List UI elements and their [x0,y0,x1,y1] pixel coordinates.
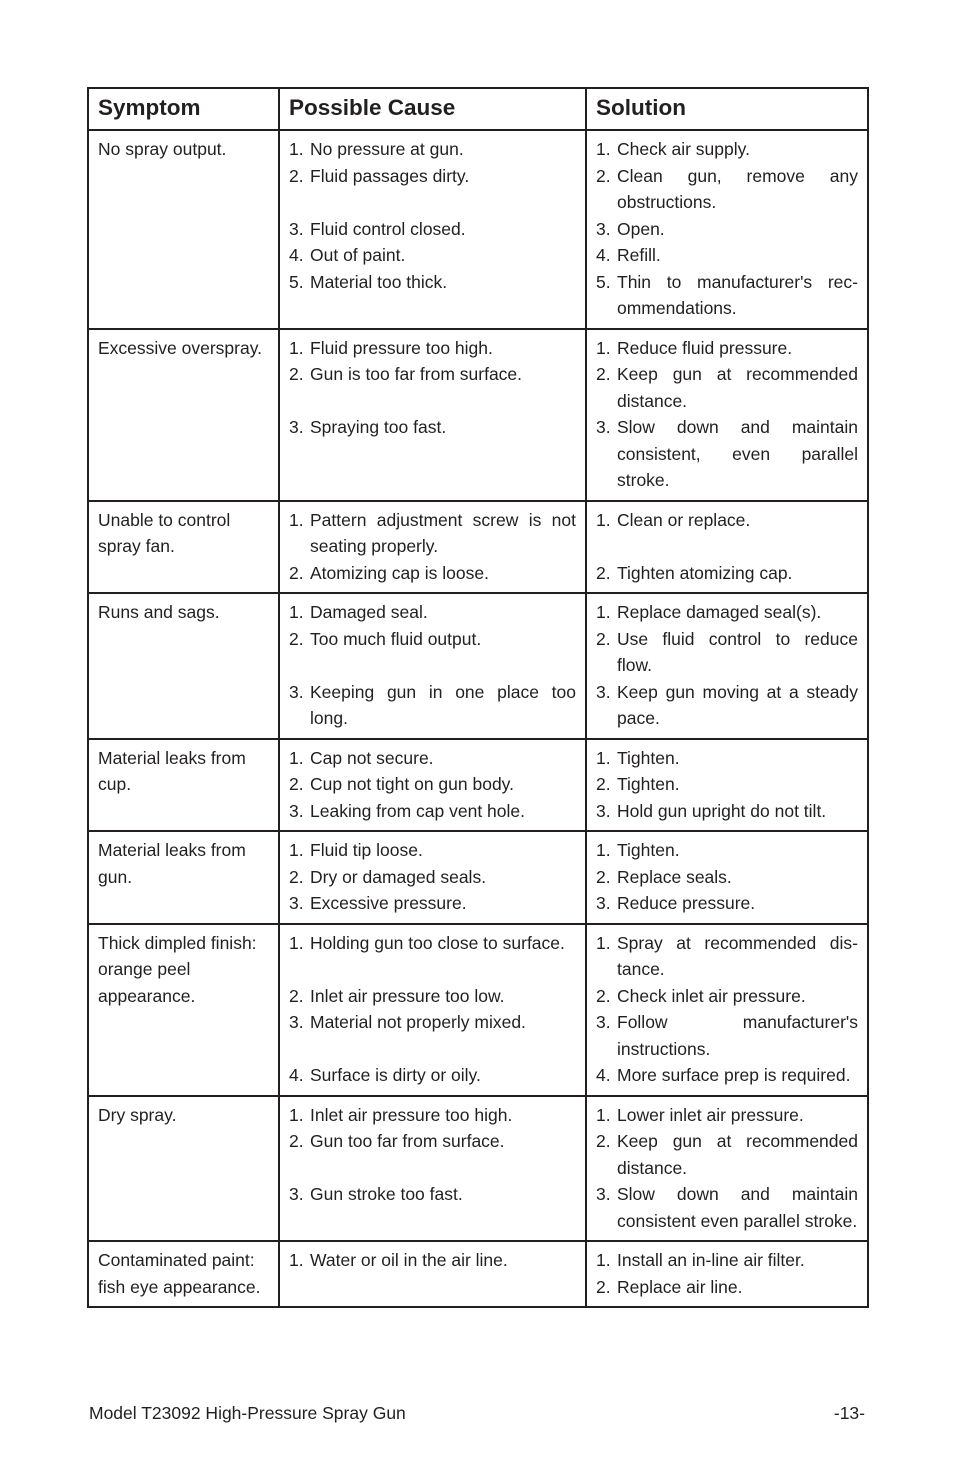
cause-item [289,1247,576,1274]
solution-item-number: 3. [596,417,611,437]
cause-cell [279,1096,586,1242]
solution-item [596,679,858,732]
solution-item [596,626,858,679]
symptom-text: Material leaks from gun. [98,840,246,887]
cause-item-number: 2. [289,985,304,1006]
solution-item-number: 3. [596,1184,611,1204]
cause-cell [279,593,586,739]
cause-item [289,414,576,441]
cause-item [289,626,576,679]
cause-item [289,599,576,626]
table-row [88,501,868,594]
cause-item-number: 1. [289,932,304,953]
solution-cell [586,1241,868,1307]
solution-item-number: 2. [596,866,611,887]
cause-item-number: 2. [289,165,304,186]
cause-item [289,1009,576,1062]
solution-item [596,1128,858,1181]
solution-item-number: 2. [596,165,611,186]
solution-item [596,1009,858,1062]
solution-item [596,1247,858,1274]
solution-item-text: Spray at recommended distance. [617,932,858,979]
cause-item-text: Excessive pressure. [310,893,467,913]
cause-item-text: Gun too far from surface. [310,1131,505,1151]
cause-item [289,983,576,1010]
symptom-text: Dry spray. [98,1104,177,1125]
cause-item-text: Fluid control closed. [310,218,466,239]
cause-item-number: 2. [289,774,304,794]
symptom-cell [88,501,279,594]
cause-item-number: 2. [289,866,304,887]
solution-cell [586,501,868,594]
solution-item-number: 2. [596,562,611,583]
solution-item-number: 1. [596,840,611,860]
table-row [88,1096,868,1242]
cause-item [289,242,576,269]
solution-item [596,163,858,216]
solution-item [596,1274,858,1301]
cause-item [289,1128,576,1181]
cause-item [289,216,576,243]
cause-item-number: 3. [289,1012,304,1032]
cause-item-number: 2. [289,562,304,583]
cause-item-number: 3. [289,893,304,913]
solution-item-number: 4. [596,245,611,265]
cause-item [289,745,576,772]
solution-item-number: 3. [596,1012,611,1032]
cause-item-text: Pattern adjustment screw is not seating properly. [310,509,576,556]
solution-item [596,864,858,891]
cause-item-text: Out of paint. [310,245,406,265]
solution-item-number: 1. [596,337,611,358]
symptom-cell [88,739,279,832]
table-row [88,739,868,832]
cause-item [289,837,576,864]
cause-item-text: Dry or damaged seals. [310,866,487,887]
solution-item [596,771,858,798]
cause-item [289,163,576,216]
solution-item-text: Install an in-line air filter. [617,1250,805,1270]
solution-item [596,507,858,560]
solution-item-text: Replace seals. [617,866,732,887]
cause-item-text: Cup not tight on gun body. [310,774,514,794]
solution-item [596,414,858,494]
cause-item [289,361,576,414]
cause-item-text: Material too thick. [310,271,448,292]
cause-item [289,560,576,587]
solution-item [596,745,858,772]
solution-item-text: Refill. [617,245,661,265]
solution-item-number: 1. [596,1250,611,1270]
footer-page-number: -13- [833,1403,865,1423]
solution-item-number: 1. [596,932,611,953]
header-solution: Solution [586,88,868,130]
solution-item-text: Keep gun at recommended distance. [617,364,858,411]
cause-item-text: Inlet air pressure too high. [310,1104,513,1125]
cause-cell [279,739,586,832]
table-row [88,130,868,329]
cause-item-number: 1. [289,139,304,159]
solution-cell [586,329,868,501]
cause-item-text: Spraying too fast. [310,417,447,437]
cause-cell [279,831,586,924]
cause-item-number: 1. [289,747,304,768]
cause-cell [279,130,586,329]
table-row [88,831,868,924]
footer-model-title: Model T23092 High-Pressure Spray Gun [89,1403,406,1423]
cause-item [289,507,576,560]
cause-item-number: 1. [289,337,304,358]
solution-item-number: 1. [596,747,611,768]
solution-item-text: Reduce fluid pressure. [617,337,793,358]
solution-cell [586,593,868,739]
cause-item-number: 4. [289,1065,304,1085]
cause-item-text: Leaking from cap vent hole. [310,800,525,821]
cause-item-text: Damaged seal. [310,602,428,622]
cause-item-text: Water or oil in the air line. [310,1250,508,1270]
solution-item-text: Tighten. [617,774,680,794]
symptom-text: Runs and sags. [98,602,220,622]
cause-item-text: Too much fluid output. [310,628,482,649]
solution-cell [586,130,868,329]
solution-item [596,599,858,626]
solution-item-text: Clean gun, remove any obstructions. [617,165,858,212]
solution-item [596,136,858,163]
solution-item-text: Clean or replace. [617,509,751,530]
solution-cell [586,1096,868,1242]
cause-item-text: Fluid passages dirty. [310,165,470,186]
solution-item-text: Follow manufacturer's instructions. [617,1012,858,1059]
cause-item-text: Material not properly mixed. [310,1012,526,1032]
solution-item-number: 2. [596,985,611,1006]
cause-item [289,136,576,163]
symptom-text: Thick dimpled finish: orange peel appearance. [98,932,257,1006]
solution-item [596,930,858,983]
symptom-text: Contaminated paint: fish eye appearance. [98,1250,261,1297]
cause-item-text: Atomizing cap is loose. [310,562,489,583]
cause-item [289,1102,576,1129]
symptom-cell [88,1241,279,1307]
solution-item-text: Tighten. [617,747,680,768]
solution-item-number: 3. [596,218,611,239]
solution-item-text: Replace air line. [617,1276,743,1297]
solution-cell [586,739,868,832]
solution-item-text: Check air supply. [617,139,750,159]
symptom-cell [88,831,279,924]
symptom-text: Material leaks from cup. [98,747,246,794]
symptom-cell [88,1096,279,1242]
solution-item-number: 1. [596,1104,611,1125]
troubleshooting-table [87,87,869,1308]
solution-item-number: 3. [596,681,611,702]
cause-item [289,1181,576,1208]
cause-item [289,679,576,732]
header-possible-cause: Possible Cause [279,88,586,130]
solution-item [596,335,858,362]
solution-item-number: 1. [596,139,611,159]
solution-item [596,1102,858,1129]
solution-item-number: 2. [596,1276,611,1297]
cause-item-text: Gun is too far from surface. [310,364,523,384]
table-header-row [88,88,868,130]
cause-item-number: 3. [289,417,304,437]
solution-item-text: Check inlet air pressure. [617,985,806,1006]
cause-item-number: 3. [289,800,304,821]
cause-item-text: Fluid pressure too high. [310,337,493,358]
cause-cell [279,924,586,1096]
cause-item-text: Cap not secure. [310,747,434,768]
cause-item-number: 3. [289,1184,304,1204]
cause-cell [279,1241,586,1307]
table-row [88,329,868,501]
cause-item-text: Inlet air pressure too low. [310,985,505,1006]
cause-item-number: 3. [289,681,304,702]
cause-item-number: 1. [289,840,304,860]
solution-item-number: 3. [596,800,611,821]
cause-item-number: 1. [289,602,304,622]
solution-item-number: 5. [596,271,611,292]
cause-item [289,771,576,798]
solution-item [596,1181,858,1234]
solution-cell [586,924,868,1096]
symptom-cell [88,924,279,1096]
cause-item-text: Fluid tip loose. [310,840,423,860]
solution-item-number: 1. [596,602,611,622]
solution-item-number: 3. [596,893,611,913]
cause-item-number: 2. [289,1131,304,1151]
cause-cell [279,329,586,501]
solution-item [596,837,858,864]
cause-item-number: 1. [289,1250,304,1270]
cause-item [289,864,576,891]
solution-item-text: Tighten atomizing cap. [617,562,793,583]
cause-item [289,890,576,917]
cause-item [289,930,576,983]
solution-item [596,1062,858,1089]
table-row [88,1241,868,1307]
cause-item [289,1062,576,1089]
solution-item-number: 2. [596,628,611,649]
solution-item-text: Tighten. [617,840,680,860]
symptom-cell [88,329,279,501]
cause-item-text: Gun stroke too fast. [310,1184,463,1204]
solution-item-text: Lower inlet air pressure. [617,1104,804,1125]
symptom-cell [88,593,279,739]
solution-item [596,216,858,243]
cause-item-number: 2. [289,628,304,649]
solution-item-number: 2. [596,364,611,384]
solution-item-number: 1. [596,509,611,530]
cause-item-number: 1. [289,1104,304,1125]
solution-cell [586,831,868,924]
cause-item-number: 1. [289,509,304,530]
solution-item-text: Reduce pressure. [617,893,756,913]
solution-item-text: Replace damaged seal(s). [617,602,822,622]
solution-item-text: Use fluid control to reduce flow. [617,628,858,675]
cause-item-text: Keeping gun in one place too long. [310,681,576,728]
solution-item-text: More surface prep is required. [617,1065,851,1085]
cause-item-number: 5. [289,271,304,292]
solution-item-text: Thin to manufacturer's recommendations. [617,271,858,318]
solution-item-text: Slow down and maintain consistent even parallel stroke. [617,1184,858,1231]
cause-cell [279,501,586,594]
solution-item-text: Hold gun upright do not tilt. [617,800,827,821]
solution-item [596,560,858,587]
solution-item [596,983,858,1010]
cause-item [289,335,576,362]
solution-item-number: 2. [596,774,611,794]
solution-item-number: 2. [596,1131,611,1151]
symptom-text: Unable to control spray fan. [98,509,231,556]
symptom-text: Excessive overspray. [98,337,263,358]
symptom-cell [88,130,279,329]
cause-item [289,798,576,825]
cause-item-text: No pressure at gun. [310,139,464,159]
cause-item [289,269,576,296]
cause-item-number: 2. [289,364,304,384]
solution-item [596,798,858,825]
cause-item-number: 3. [289,218,304,239]
header-symptom: Symptom [88,88,279,130]
solution-item-number: 4. [596,1065,611,1085]
cause-item-number: 4. [289,245,304,265]
cause-item-text: Surface is dirty or oily. [310,1065,481,1085]
solution-item [596,242,858,269]
solution-item-text: Keep gun moving at a steady pace. [617,681,858,728]
solution-item [596,269,858,322]
solution-item [596,361,858,414]
table-row [88,593,868,739]
solution-item-text: Keep gun at recommended distance. [617,1131,858,1178]
symptom-text: No spray output. [98,139,227,159]
solution-item-text: Open. [617,218,665,239]
solution-item [596,890,858,917]
solution-item-text: Slow down and maintain consistent, even parallel stroke. [617,417,858,490]
table-row [88,924,868,1096]
cause-item-text: Holding gun too close to surface. [310,932,565,953]
